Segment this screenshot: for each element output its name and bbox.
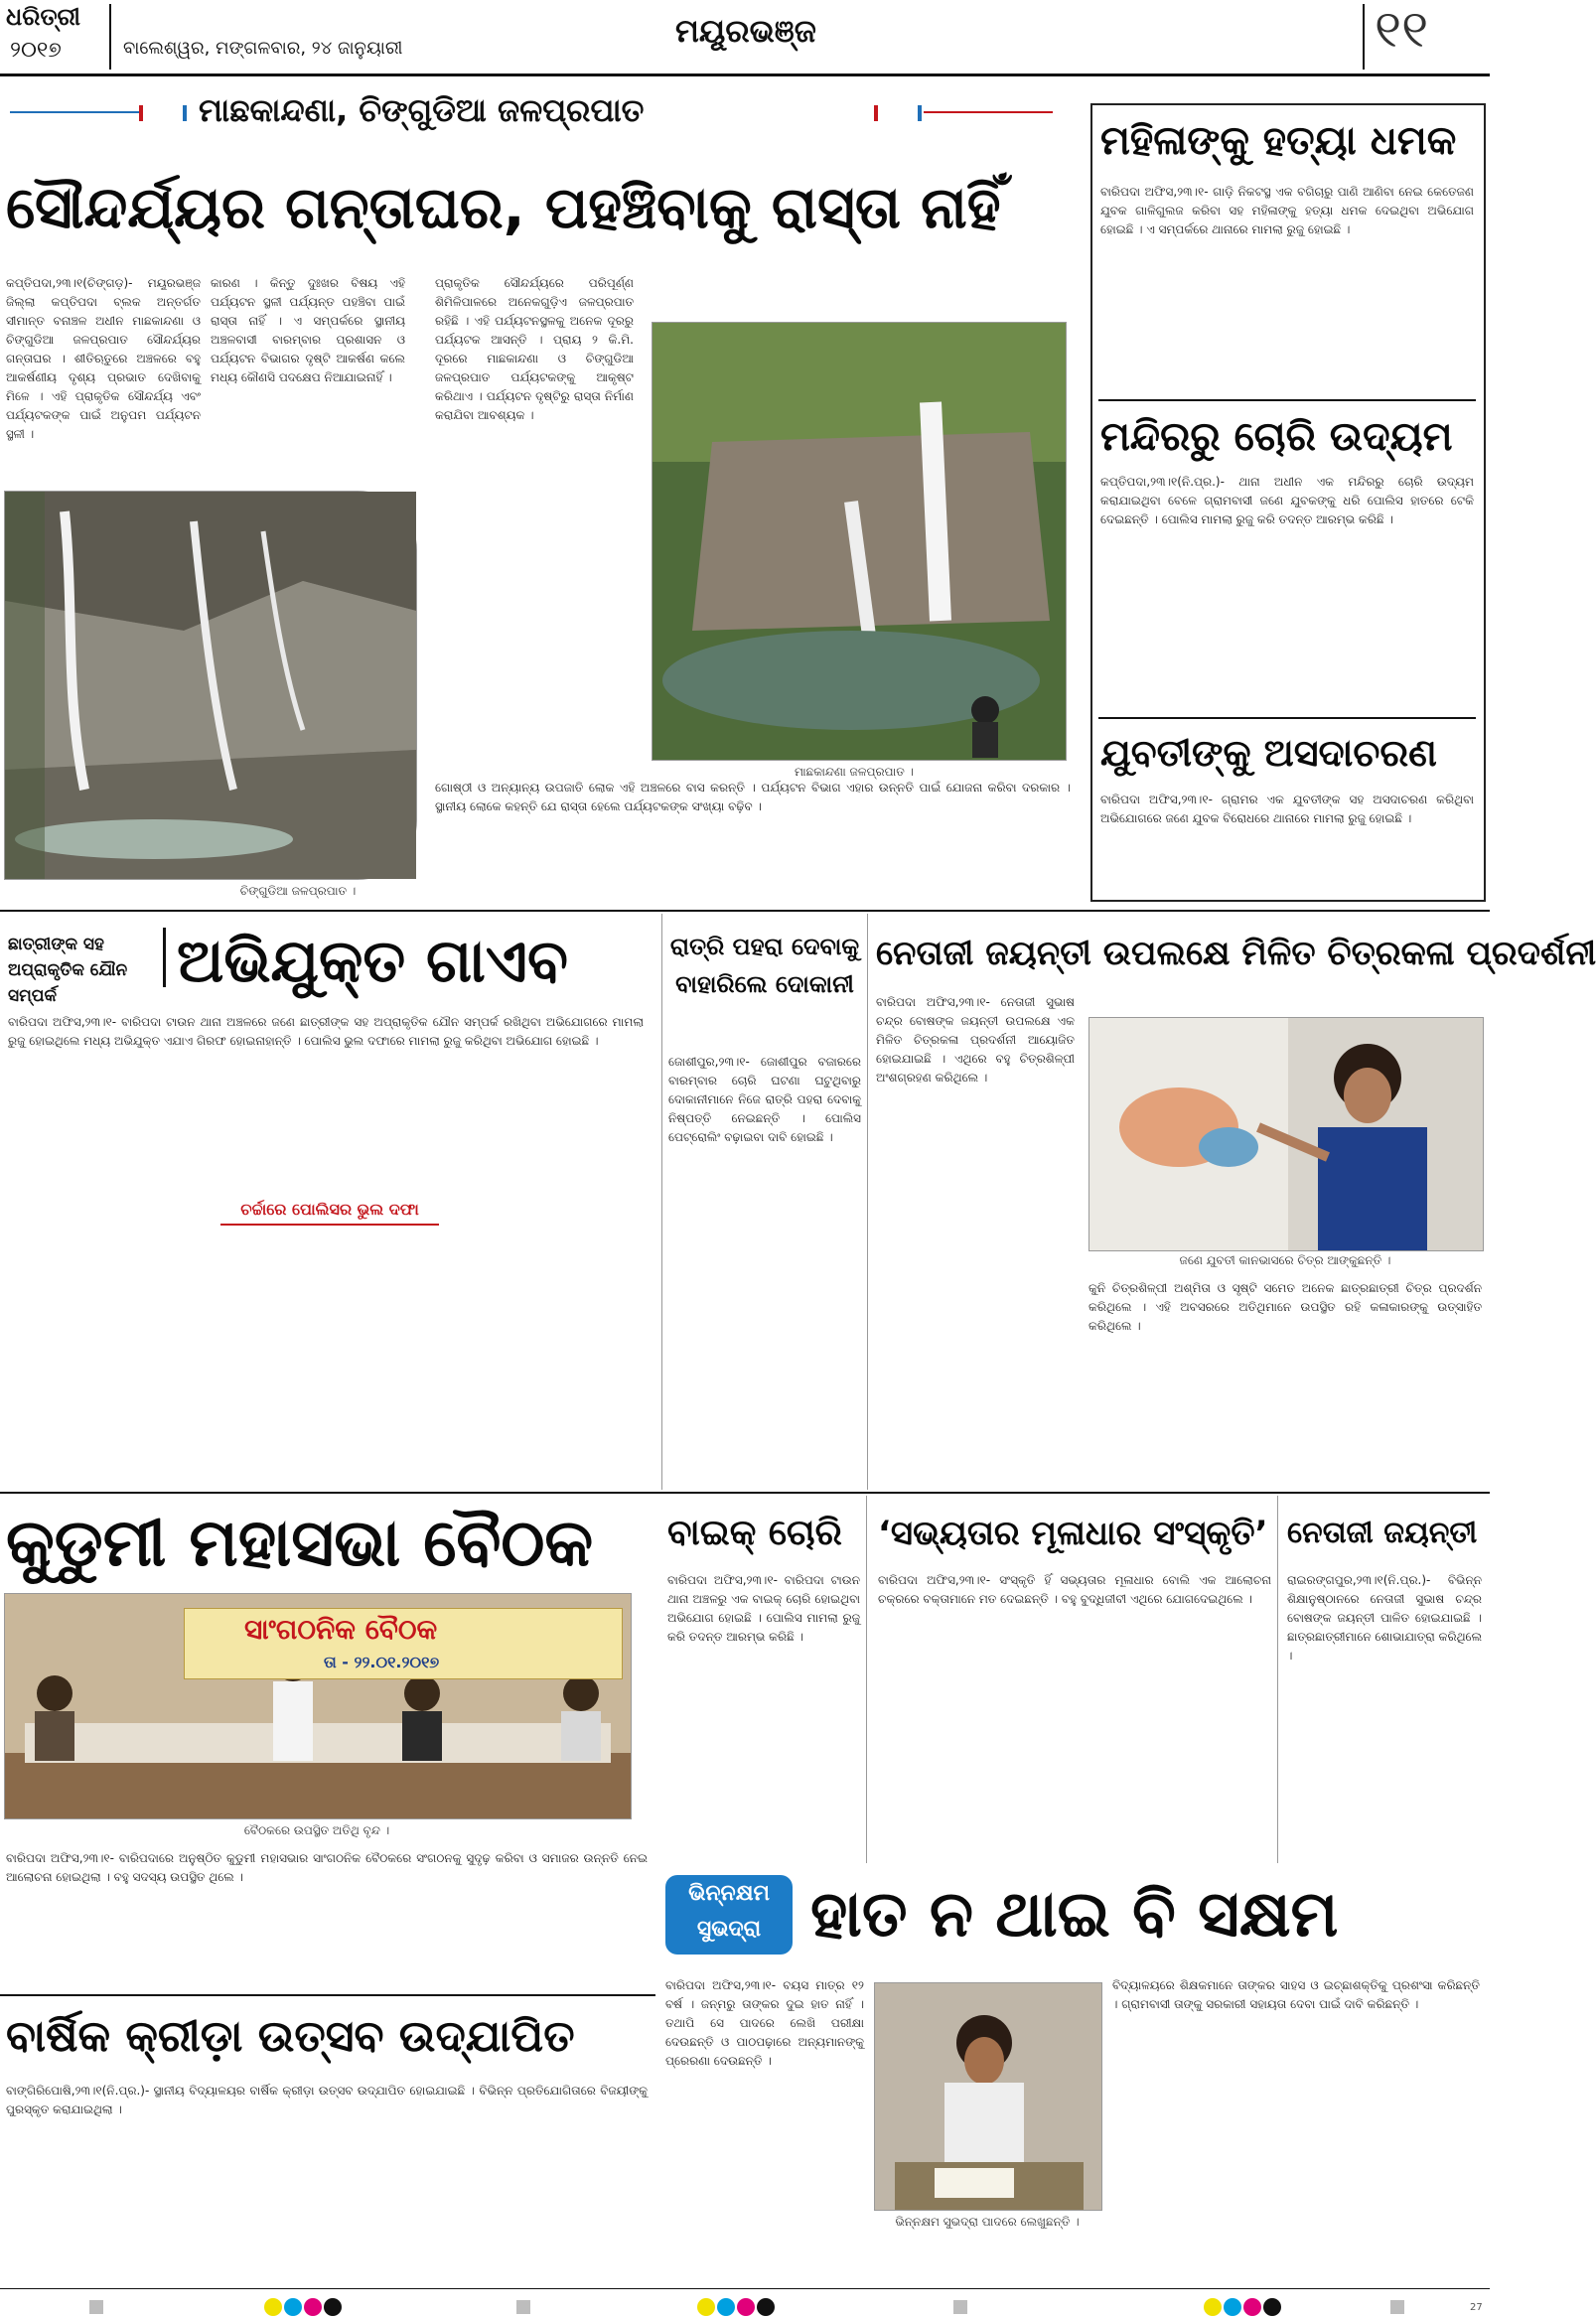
lead-kicker: ମାଛକାନ୍ଦଣା, ଚିଙ୍ଗୁଡିଆ ଜଳପ୍ରପାତ [199, 91, 645, 129]
sports-story [0, 1994, 655, 2282]
lead-photo-machhakandana [652, 322, 1067, 761]
kudumi-banner-date: ତା - ୨୨.୦୧.୨୦୧୭ [324, 1653, 440, 1671]
kicker-bar-right [874, 105, 922, 121]
sidebar-briefs [1090, 103, 1486, 902]
footer-mark-3 [953, 2300, 967, 2314]
bike-theft-headline: ବାଇକ୍ ଚୋରି [667, 1513, 842, 1553]
able-body-2: ବିଦ୍ୟାଳୟରେ ଶିକ୍ଷକମାନେ ତାଙ୍କର ସାହସ ଓ ଇଚ୍ଛାଶକ୍ତିକୁ ପ୍ରଶଂସା କରିଛନ୍ତି । ଗ୍ରାମବାସୀ ତାଙ୍କୁ ସରକାରୀ ସହାୟତା ଦେବା ପାଇଁ ଦାବି କରିଛନ୍ତି । [1112, 1978, 1480, 2011]
netaji-expo-body: ବାରିପଦା ଅଫିସ,୨୩।୧- ନେତାଜୀ ସୁଭାଷ ଚନ୍ଦ୍ର ବୋଷଙ୍କ ଜୟନ୍ତୀ ଉପଲକ୍ଷେ ଏକ ମିଳିତ ଚିତ୍ରକଳା ପ୍ରଦର୍ଶନୀ ଆୟୋଜିତ ହୋଇଯାଇଛି । ଏଥିରେ ବହୁ ଚିତ୍ରଶିଳ୍ପୀ ଅଂଶଗ୍ରହଣ କରିଥିଲେ । [876, 995, 1075, 1085]
sports-rule [0, 1994, 655, 1996]
lead-story [0, 83, 1073, 908]
lead-col-3: ପ୍ରାକୃତିକ ସୌନ୍ଦର୍ଯ୍ୟରେ ପରିପୂର୍ଣ୍ଣ ଶିମିଳିପାଳରେ ଅନେକଗୁଡ଼ିଏ ଜଳପ୍ରପାତ ରହିଛି । ଏହି ପର୍ଯ୍ୟଟନସ୍ଥଳକୁ ଅନେକ ଦୂରରୁ ପର୍ଯ୍ୟଟକ ଆସନ୍ତି । ପ୍ରାୟ ୨ କି.ମି. ଦୂରରେ ମାଛକାନ୍ଦଣା ଓ ଚିଙ୍ଗୁଡିଆ ଜଳପ୍ରପାତ ପର୍ଯ୍ୟଟକଙ୍କୁ ଆକୃଷ୍ଟ କରିଥାଏ । ପର୍ଯ୍ୟଟନ ଦୃଷ୍ଟିରୁ ରାସ୍ତା ନିର୍ମାଣ କରାଯିବା ଆବଶ୍ୟକ । [435, 276, 634, 422]
kudumi-caption: ବୈଠକରେ ଉପସ୍ଥିତ ଅତିଥି ବୃନ୍ଦ । [243, 1823, 390, 1837]
kudumi-banner [184, 1608, 623, 1679]
night-patrol-body: ଜୋଶୀପୁର,୨୩।୧- ଜୋଶୀପୁର ବଜାରରେ ବାରମ୍ବାର ଚୋରି ଘଟଣା ଘଟୁଥିବାରୁ ଦୋକାନୀମାନେ ନିଜେ ରାତ୍ରି ପହରା ଦେବାକୁ ନିଷ୍ପତ୍ତି ନେଇଛନ୍ତି । ପୋଲିସ ପେଟ୍ରୋଲିଂ ବଢ଼ାଇବା ଦାବି ହୋଇଛି । [668, 1055, 861, 1144]
bike-theft-body: ବାରିପଦା ଅଫିସ,୨୩।୧- ବାରିପଦା ଟାଉନ ଥାନା ଅଞ୍ଚଳରୁ ଏକ ବାଇକ୍ ଚୋରି ହୋଇଥିବା ଅଭିଯୋଗ ହୋଇଛି । ପୋଲିସ ମାମଲା ରୁଜୁ କରି ତଦନ୍ତ ଆରମ୍ଭ କରିଛି । [667, 1573, 860, 1644]
footer-rule [0, 2288, 1490, 2289]
able-badge [665, 1875, 793, 1955]
netaji-expo-body-2: କୁନି ଚିତ୍ରଶିଳ୍ପୀ ଅଶ୍ମିତା ଓ ସୃଷ୍ଟି ସମେତ ଅନେକ ଛାତ୍ରଛାତ୍ରୀ ଚିତ୍ର ପ୍ରଦର୍ଶନ କରିଥିଲେ । ଏହି ଅବସରରେ ଅତିଥିମାନେ ଉପସ୍ଥିତ ରହି କଳାକାରଙ୍କୁ ଉତ୍ସାହିତ କରିଥିଲେ । [1088, 1281, 1482, 1333]
netaji-day-story [1283, 1496, 1486, 1863]
kicker-bar-left [139, 105, 187, 121]
netaji-expo-headline: ନେତାଜୀ ଜୟନ୍ତୀ ଉପଲକ୍ଷେ ମିଳିତ ଚିତ୍ରକଳା ପ୍ରଦର୍ଶନୀ [876, 934, 1596, 973]
cascade-image [653, 323, 1066, 760]
accused-kicker-rule [163, 928, 166, 987]
able-body: ବାରିପଦା ଅଫିସ,୨୩।୧- ବୟସ ମାତ୍ର ୧୨ ବର୍ଷ । ଜନ୍ମରୁ ତାଙ୍କର ଦୁଇ ହାତ ନାହିଁ । ତଥାପି ସେ ପାଦରେ ଲେଖି ପରୀକ୍ଷା ଦେଉଛନ୍ତି ଓ ପାଠପଢ଼ାରେ ଅନ୍ୟମାନଙ୍କୁ ପ୍ରେରଣା ଦେଉଛନ୍ତି । [665, 1978, 864, 2068]
registration-marks-1 [264, 2298, 344, 2316]
able-story [661, 1867, 1486, 2284]
accused-headline: ଅଭିଯୁକ୍ତ ଗାଏବ [177, 927, 568, 996]
lead-col-4: ଗୋଷ୍ଠୀ ଓ ଅନ୍ୟାନ୍ୟ ଉପଜାତି ଲୋକ ଏହି ଅଞ୍ଚଳରେ ବାସ କରନ୍ତି । ପର୍ଯ୍ୟଟନ ବିଭାଗ ଏହାର ଉନ୍ନତି ପାଇଁ ଯୋଜନା କରିବା ଦରକାର । ସ୍ଥାନୀୟ ଲୋକେ କହନ୍ତି ଯେ ରାସ୍ତା ହେଲେ ପର୍ଯ୍ୟଟକଙ୍କ ସଂଖ୍ୟା ବଢ଼ିବ । [435, 781, 1071, 813]
band-rule-1 [0, 910, 1490, 912]
netaji-day-body: ରାଇରଙ୍ଗପୁର,୨୩।୧(ନି.ପ୍ର.)- ବିଭିନ୍ନ ଶିକ୍ଷାନୁଷ୍ଠାନରେ ନେତାଜୀ ସୁଭାଷ ଚନ୍ଦ୍ର ବୋଷଙ୍କ ଜୟନ୍ତୀ ପାଳିତ ହୋଇଯାଇଛି । ଛାତ୍ରଛାତ୍ରୀମାନେ ଶୋଭାଯାତ୍ରା କରିଥିଲେ । [1287, 1573, 1483, 1663]
student-image [875, 1983, 1101, 2210]
brief-3-headline: ଯୁବତୀଙ୍କୁ ଅସଦାଚରଣ [1100, 731, 1437, 775]
culture-body: ବାରିପଦା ଅଫିସ,୨୩।୧- ସଂସ୍କୃତି ହିଁ ସଭ୍ୟତାର ମୂଳାଧାର ବୋଲି ଏକ ଆଲୋଚନା ଚକ୍ରରେ ବକ୍ତାମାନେ ମତ ଦେଇଛନ୍ତି । ବହୁ ବୁଦ୍ଧିଜୀବୀ ଏଥିରେ ଯୋଗଦେଇଥିଲେ । [878, 1573, 1271, 1606]
netaji-day-headline: ନେତାଜୀ ଜୟନ୍ତୀ [1287, 1516, 1478, 1550]
kudumi-body: ବାରିପଦା ଅଫିସ,୨୩।୧- ବାରିପଦାରେ ଅନୁଷ୍ଠିତ କୁଡୁମୀ ମହାସଭାର ସାଂଗଠନିକ ବୈଠକରେ ସଂଗଠନକୁ ସୁଦୃଢ଼ କରିବା ଓ ସମାଜର ଉନ୍ନତି ନେଇ ଆଲୋଚନା ହୋଇଥିଲା । ବହୁ ସଦସ୍ୟ ଉପସ୍ଥିତ ଥିଲେ । [6, 1851, 648, 1884]
sports-headline: ବାର୍ଷିକ କ୍ରୀଡ଼ା ଉତ୍ସବ ଉଦ୍‌ଯାପିତ [6, 2011, 575, 2062]
lead-col-2: କାରଣ । କିନ୍ତୁ ଦୁଃଖର ବିଷୟ ଏହି ପର୍ଯ୍ୟଟନ ସ୍ଥଳୀ ପର୍ଯ୍ୟନ୍ତ ପହଞ୍ଚିବା ପାଇଁ ରାସ୍ତା ନାହିଁ । ଏ ସମ୍ପର୍କରେ ସ୍ଥାନୀୟ ଅଞ୍ଚଳବାସୀ ବାରମ୍ବାର ପ୍ରଶାସନ ଓ ପର୍ଯ୍ୟଟନ ବିଭାଗର ଦୃଷ୍ଟି ଆକର୍ଷଣ କଲେ ମଧ୍ୟ କୌଣସି ପଦକ୍ଷେପ ନିଆଯାଇନାହିଁ । [211, 276, 405, 384]
netaji-expo-story [872, 914, 1596, 1490]
accused-kicker: ଛାତ୍ରୀଙ୍କ ସହ ଅପ୍ରାକୃତିକ ଯୌନ ସମ୍ପର୍କ [8, 935, 128, 1006]
brief-2-body: କପ୍ତିପଦା,୨୩।୧(ନି.ପ୍ର.)- ଥାନା ଅଧୀନ ଏକ ମନ୍ଦିରରୁ ଚୋରି ଉଦ୍ୟମ କରାଯାଇଥିବା ବେଳେ ଗ୍ରାମବାସୀ ଜଣେ ଯୁବକଙ୍କୁ ଧରି ପୋଲିସ ହାତରେ ଟେକି ଦେଇଛନ୍ତି । ପୋଲିସ ମାମଲା ରୁଜୁ କରି ତଦନ୍ତ ଆରମ୍ଭ କରିଛି । [1100, 475, 1474, 526]
brief-2-headline: ମନ୍ଦିରରୁ ଚୋରି ଉଦ୍ୟମ [1100, 414, 1453, 460]
brand-logo [6, 2, 105, 72]
lead-photo-chingudia-caption: ଚିଙ୍ଗୁଡିଆ ଜଳପ୍ରପାତ । [239, 884, 357, 898]
culture-story [872, 1496, 1278, 1863]
kudumi-story [0, 1496, 655, 1992]
brand-year: ୨୦୧୭ [10, 38, 62, 63]
accused-subhead: ଚର୍ଚ୍ଚାରେ ପୋଲିସର ଭୁଲ ଦଫା [240, 1200, 419, 1219]
masthead-divider [109, 4, 111, 70]
kudumi-banner-text: ସାଂଗଠନିକ ବୈଠକ [244, 1613, 438, 1646]
kudumi-headline: କୁଡୁମୀ ମହାସଭା ବୈଠକ [6, 1505, 594, 1581]
bike-theft-story [661, 1496, 867, 1863]
masthead-rule [0, 73, 1490, 76]
lead-photo-chingudia [4, 491, 417, 880]
able-photo [874, 1982, 1102, 2211]
footer-page-code: 27 [1470, 2302, 1483, 2313]
sports-body: ବାଙ୍ଗିରିପୋଷି,୨୩।୧(ନି.ପ୍ର.)- ସ୍ଥାନୀୟ ବିଦ୍ୟାଳୟର ବାର୍ଷିକ କ୍ରୀଡ଼ା ଉତ୍ସବ ଉଦ୍‌ଯାପିତ ହୋଇଯାଇଛି । ବିଭିନ୍ନ ପ୍ରତିଯୋଗିତାରେ ବିଜୟୀଙ୍କୁ ପୁରସ୍କୃତ କରାଯାଇଥିଲା । [6, 2084, 648, 2116]
lead-headline: ସୌନ୍ଦର୍ଯ୍ୟର ଗନ୍ତାଘର, ପହଞ୍ଚିବାକୁ ରାସ୍ତା ନାହିଁ [6, 174, 1001, 241]
netaji-expo-photo [1088, 1017, 1484, 1251]
night-patrol-story [661, 914, 868, 1490]
registration-marks-3 [1204, 2298, 1283, 2316]
brief-divider-2 [1098, 717, 1476, 719]
kicker-line-right [924, 111, 1053, 113]
brand-name: ଧରିତ୍ରୀ [6, 2, 80, 31]
brief-divider-1 [1098, 399, 1476, 401]
brief-1-headline: ମହିଳାଙ୍କୁ ହତ୍ୟା ଧମକ [1100, 118, 1457, 164]
registration-marks-2 [697, 2298, 777, 2316]
night-patrol-headline: ରାତ୍ରି ପହରା ଦେବାକୁ ବାହାରିଲେ ଦୋକାନୀ [669, 933, 860, 998]
lead-col-1: କପ୍ତିପଦା,୨୩।୧(ଚିଙ୍ଗଡ଼)- ମୟୂରଭଞ୍ଜ ଜିଲ୍ଲା କପ୍ତିପଦା ବ୍ଲକ ଅନ୍ତର୍ଗତ ସୀମାନ୍ତ ବନାଞ୍ଚଳ ଅଧୀନ ମାଛକାନ୍ଦଣା ଓ ଚିଙ୍ଗୁଡିଆ ଜଳପ୍ରପାତ ସୌନ୍ଦର୍ଯ୍ୟର ଗନ୍ତାଘର । ଶୀତିଋତୁରେ ଅଞ୍ଚଳରେ ବହୁ ଆକର୍ଷଣୀୟ ଦୃଶ୍ୟ ପ୍ରଭାତ ଦେଖିବାକୁ ମିଳେ । ଏହି ପ୍ରାକୃତିକ ସୌନ୍ଦର୍ଯ୍ୟ ଏବଂ ପର୍ଯ୍ୟଟକଙ୍କ ପାଇଁ ଅନୁପମ ପର୍ଯ୍ୟଟନ ସ୍ଥଳୀ । [6, 276, 201, 441]
section-name: ମୟୂରଭଞ୍ଜ [675, 12, 816, 50]
painting-girl-image [1089, 1018, 1483, 1250]
netaji-expo-caption: ଜଣେ ଯୁବତୀ କାନଭାସରେ ଚିତ୍ର ଆଙ୍କୁଛନ୍ତି । [1179, 1253, 1391, 1267]
masthead [0, 0, 1490, 79]
able-badge-line-1: ଭିନ୍ନକ୍ଷମ [688, 1881, 770, 1906]
able-headline: ହାତ ନ ଥାଇ ବି ସକ୍ଷମ [810, 1878, 1339, 1952]
waterfall-image [5, 492, 416, 879]
footer-mark-4 [1390, 2300, 1404, 2314]
lead-photo-machhakandana-caption: ମାଛକାନ୍ଦଣା ଜଳପ୍ରପାତ । [794, 765, 915, 779]
able-badge-line-2: ସୁଭଦ୍ରା [696, 1917, 762, 1942]
brief-1-body: ବାରିପଦା ଅଫିସ,୨୩।୧- ଗାଡ଼ି ନିକଟସ୍ଥ ଏକ ବଗିଚାରୁ ପାଣି ଆଣିବା ନେଇ କେତେଜଣ ଯୁବକ ଗାଳିଗୁଲଜ କରିବା ସହ ମହିଳାଙ୍କୁ ହତ୍ୟା ଧମକ ଦେଇଥିବା ଅଭିଯୋଗ ହୋଇଛି । ଏ ସମ୍ପର୍କରେ ଥାନାରେ ମାମଲା ରୁଜୁ ହୋଇଛି । [1100, 185, 1474, 236]
accused-subhead-rule [220, 1224, 439, 1226]
masthead-divider-right [1363, 4, 1365, 70]
band-rule-2 [0, 1492, 1490, 1494]
footer-mark-2 [516, 2300, 530, 2314]
kicker-line-left [10, 111, 139, 113]
kudumi-photo [4, 1593, 632, 1819]
dateline: ବାଲେଶ୍ୱର, ମଙ୍ଗଳବାର, ୨୪ ଜାନୁୟାରୀ [123, 38, 403, 59]
culture-headline: ‘ସଭ୍ୟତାର ମୂଳାଧାର ସଂସ୍କୃତି’ [878, 1514, 1268, 1553]
accused-body: ବାରିପଦା ଅଫିସ,୨୩।୧- ବାରିପଦା ଟାଉନ ଥାନା ଅଞ୍ଚଳରେ ଜଣେ ଛାତ୍ରୀଙ୍କ ସହ ଅପ୍ରାକୃତିକ ଯୌନ ସମ୍ପର୍କ ରଖିଥିବା ଅଭିଯୋଗରେ ମାମଲା ରୁଜୁ ହୋଇଥିଲେ ମଧ୍ୟ ଅଭିଯୁକ୍ତ ଏଯାଏ ଗିରଫ ହୋଇନାହାନ୍ତି । ପୋଲିସ ଭୁଲ ଦଫାରେ ମାମଲା ରୁଜୁ କରିଥିବା ଅଭିଯୋଗ ହୋଇଛି । [8, 1015, 644, 1048]
footer-mark-1 [89, 2300, 103, 2314]
page-number: ୧୧ [1375, 0, 1429, 60]
accused-story [0, 914, 655, 1490]
able-caption: ଭିନ୍ନକ୍ଷମ ସୁଭଦ୍ରା ପାଦରେ ଲେଖୁଛନ୍ତି । [895, 2215, 1080, 2229]
brief-3-body: ବାରିପଦା ଅଫିସ,୨୩।୧- ଗ୍ରାମର ଏକ ଯୁବତୀଙ୍କ ସହ ଅସଦାଚରଣ କରିଥିବା ଅଭିଯୋଗରେ ଜଣେ ଯୁବକ ବିରୋଧରେ ଥାନାରେ ମାମଲା ରୁଜୁ ହୋଇଛି । [1100, 793, 1474, 825]
